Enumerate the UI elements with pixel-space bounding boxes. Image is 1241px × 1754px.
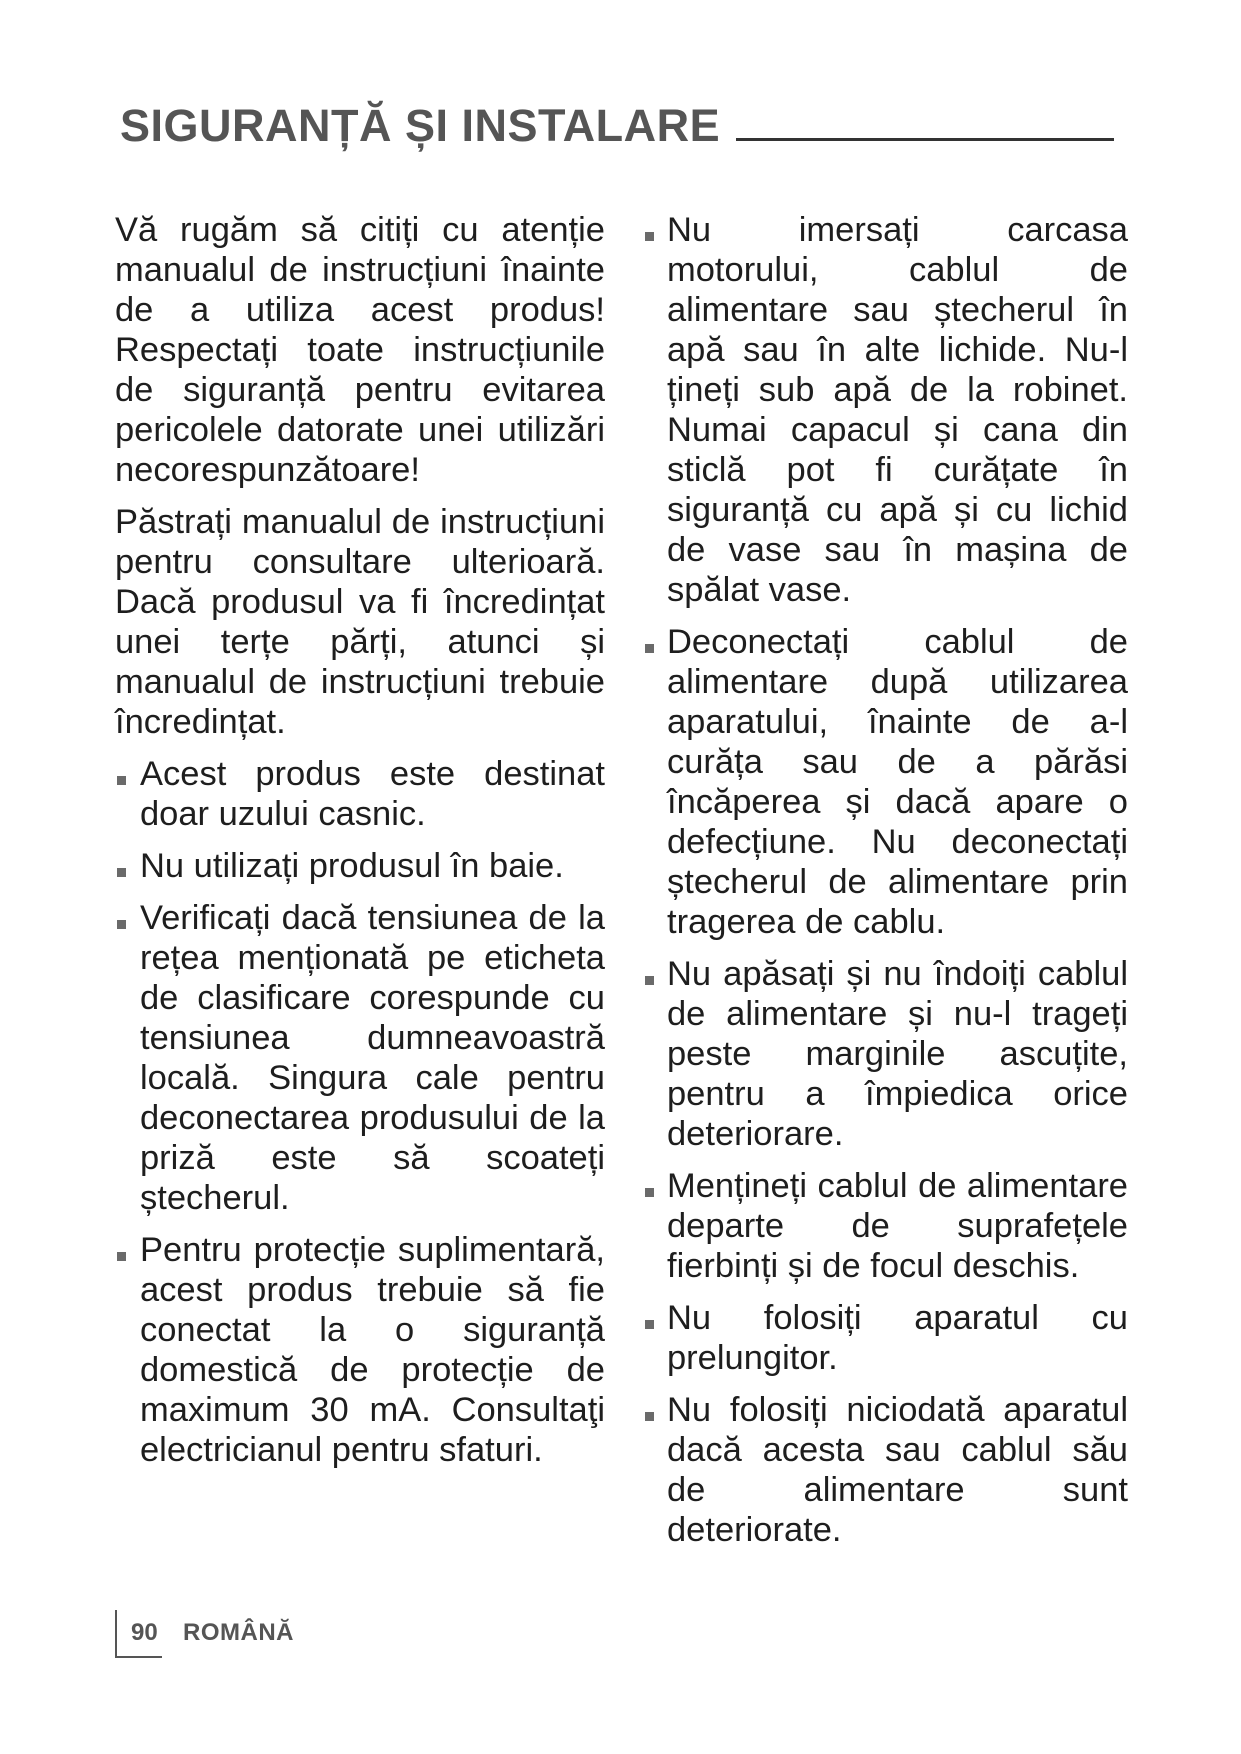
list-item [115,754,605,834]
left-column [115,210,605,1482]
list-item [115,898,605,1218]
list-item [115,846,605,886]
list-item-text: Acest produs este destinat doar uzului casnic. [140,755,605,833]
list-item-text: Mențineți cablul de alimentare departe de suprafețele fierbinți și de focul deschis. [667,1167,1128,1285]
list-item-text: Nu folosiți niciodată aparatul dacă acesta sau cablul său de alimentare sunt deteriorate. [667,1391,1128,1549]
bullet-square-icon [645,976,654,985]
bullet-square-icon [117,776,126,785]
list-item-text: Nu imersați carcasa motorului, cablul de alimentare sau ștecherul în apă sau în alte lichide. Nu-l țineți sub apă de la robinet. Numai capacul și cana din sticlă pot fi curățate în siguranță cu apă și cu lichid de vase sau în mașina de spălat vase. [667,211,1128,609]
list-item [115,1230,605,1470]
page-title: SIGURANȚĂ ȘI INSTALARE [120,100,721,151]
list-item-text: Pentru protecție suplimentară, acest produs trebuie să fie conectat la o siguranță domestică de protecție de maximum 30 mA. Consultaţi electricianul pentru sfaturi. [140,1231,605,1469]
list-item-text: Verificați dacă tensiunea de la rețea menționată pe eticheta de clasificare corespunde cu tensiunea dumneavoastră locală. Singura cale pentru deconectarea produsului de la priză este să scoateți ștecherul. [140,899,605,1217]
bullet-square-icon [117,1252,126,1261]
intro-paragraph: Vă rugăm să citiți cu atenție manualul de instrucțiuni înainte de a utiliza acest produs! Respectați toate instrucțiunile de siguranță pentru evitarea pericolele datorate unei utilizări necorespunzătoare! [115,211,605,489]
list-item-text: Deconectați cablul de alimentare după utilizarea aparatului, înainte de a-l curăța sau de a părăsi încăperea și dacă apare o defecțiune. Nu deconectați ștecherul de alimentare prin tragerea de cablu. [667,623,1128,941]
keep-manual-paragraph: Păstrați manualul de instrucțiuni pentru consultare ulterioară. Dacă produsul va fi încredințat unei terțe părți, atunci și manualul de instrucțiuni trebuie încredințat. [115,503,605,741]
right-column [643,210,1128,1562]
page-number: 90 [131,1619,158,1646]
title-underline [736,138,1114,141]
bullet-square-icon [117,920,126,929]
list-item-text: Nu folosiți aparatul cu prelungitor. [667,1299,1128,1377]
bullet-square-icon [645,1188,654,1197]
list-item-text: Nu apăsați și nu îndoiți cablul de alimentare și nu-l trageți peste marginile ascuțite, pentru a împiedica orice deteriorare. [667,955,1128,1153]
bullet-square-icon [645,644,654,653]
bullet-square-icon [645,1320,654,1329]
bullet-square-icon [645,1412,654,1421]
list-item [643,1390,1128,1550]
list-item [643,622,1128,942]
bullet-square-icon [645,232,654,241]
page-header [120,100,1120,152]
footer-language: ROMÂNĂ [183,1619,294,1646]
bullet-square-icon [117,868,126,877]
list-item [643,1298,1128,1378]
footer-bracket [115,1610,162,1658]
list-item [643,210,1128,610]
list-item-text: Nu utilizați produsul în baie. [140,847,564,885]
list-item [643,954,1128,1154]
list-item [643,1166,1128,1286]
